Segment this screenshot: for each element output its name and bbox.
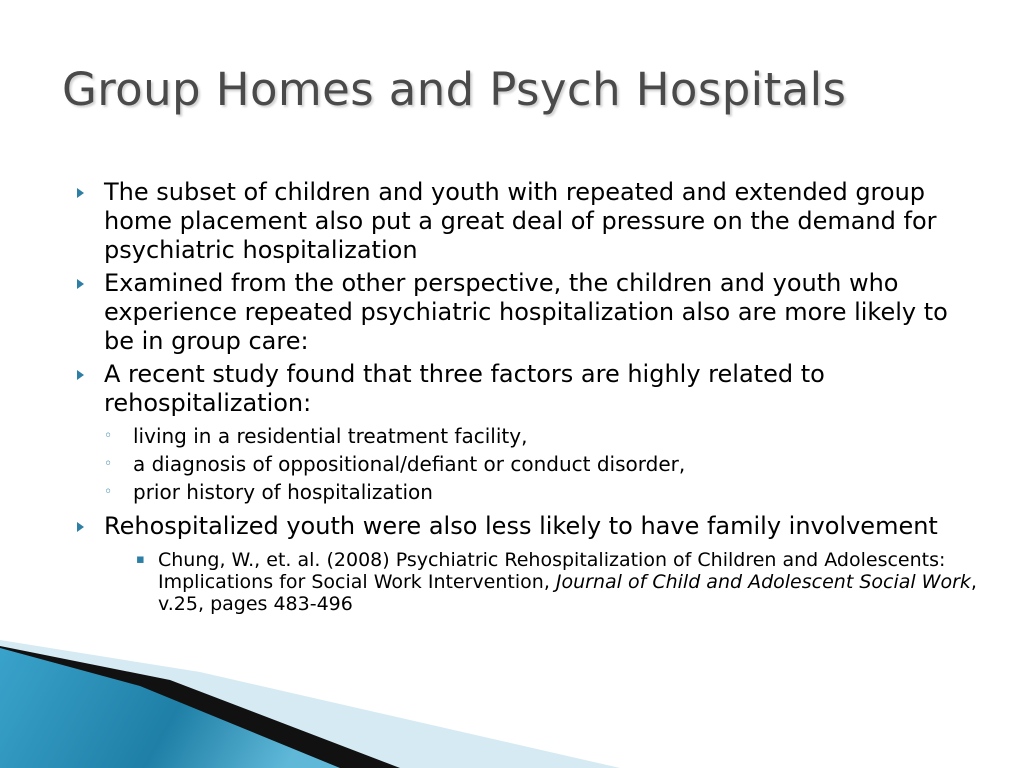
citation-details: , v.25, pages 483-496 <box>158 571 977 615</box>
citation-separator: , <box>543 571 556 593</box>
bullet-text: The subset of children and youth with repeated and extended group home placement also put a great deal of pressure on the demand for psychiatric hospitalization <box>104 178 937 264</box>
bullet-text: Examined from the other perspective, the children and youth who experience repeated psychiatric hospitalization also are more likely to be in group care: <box>104 269 948 355</box>
slide-title: Group Homes and Psych Hospitals <box>62 63 847 116</box>
sub-bullet-text: prior history of hospitalization <box>133 480 433 504</box>
circle-bullet-icon: ◦ <box>104 428 113 444</box>
circle-bullet-icon: ◦ <box>104 456 113 472</box>
square-bullet-icon: ▪ <box>136 552 145 567</box>
citation-journal: Journal of Child and Adolescent Social Work <box>555 571 971 593</box>
citation-authors: Chung, W., et. al. (2008) Psychiatric Rehospitalization of Children and Adolescents: Implications for Social Work Intervention <box>158 549 946 593</box>
sub-bullet-text: living in a residential treatment facility, <box>133 424 528 448</box>
circle-bullet-icon: ◦ <box>104 484 113 500</box>
sub-bullet-text: a diagnosis of oppositional/defiant or conduct disorder, <box>133 452 686 476</box>
bullet-text: A recent study found that three factors are highly related to rehospitalization: <box>104 360 825 417</box>
bullet-text: Rehospitalized youth were also less likely to have family involvement <box>104 512 938 540</box>
